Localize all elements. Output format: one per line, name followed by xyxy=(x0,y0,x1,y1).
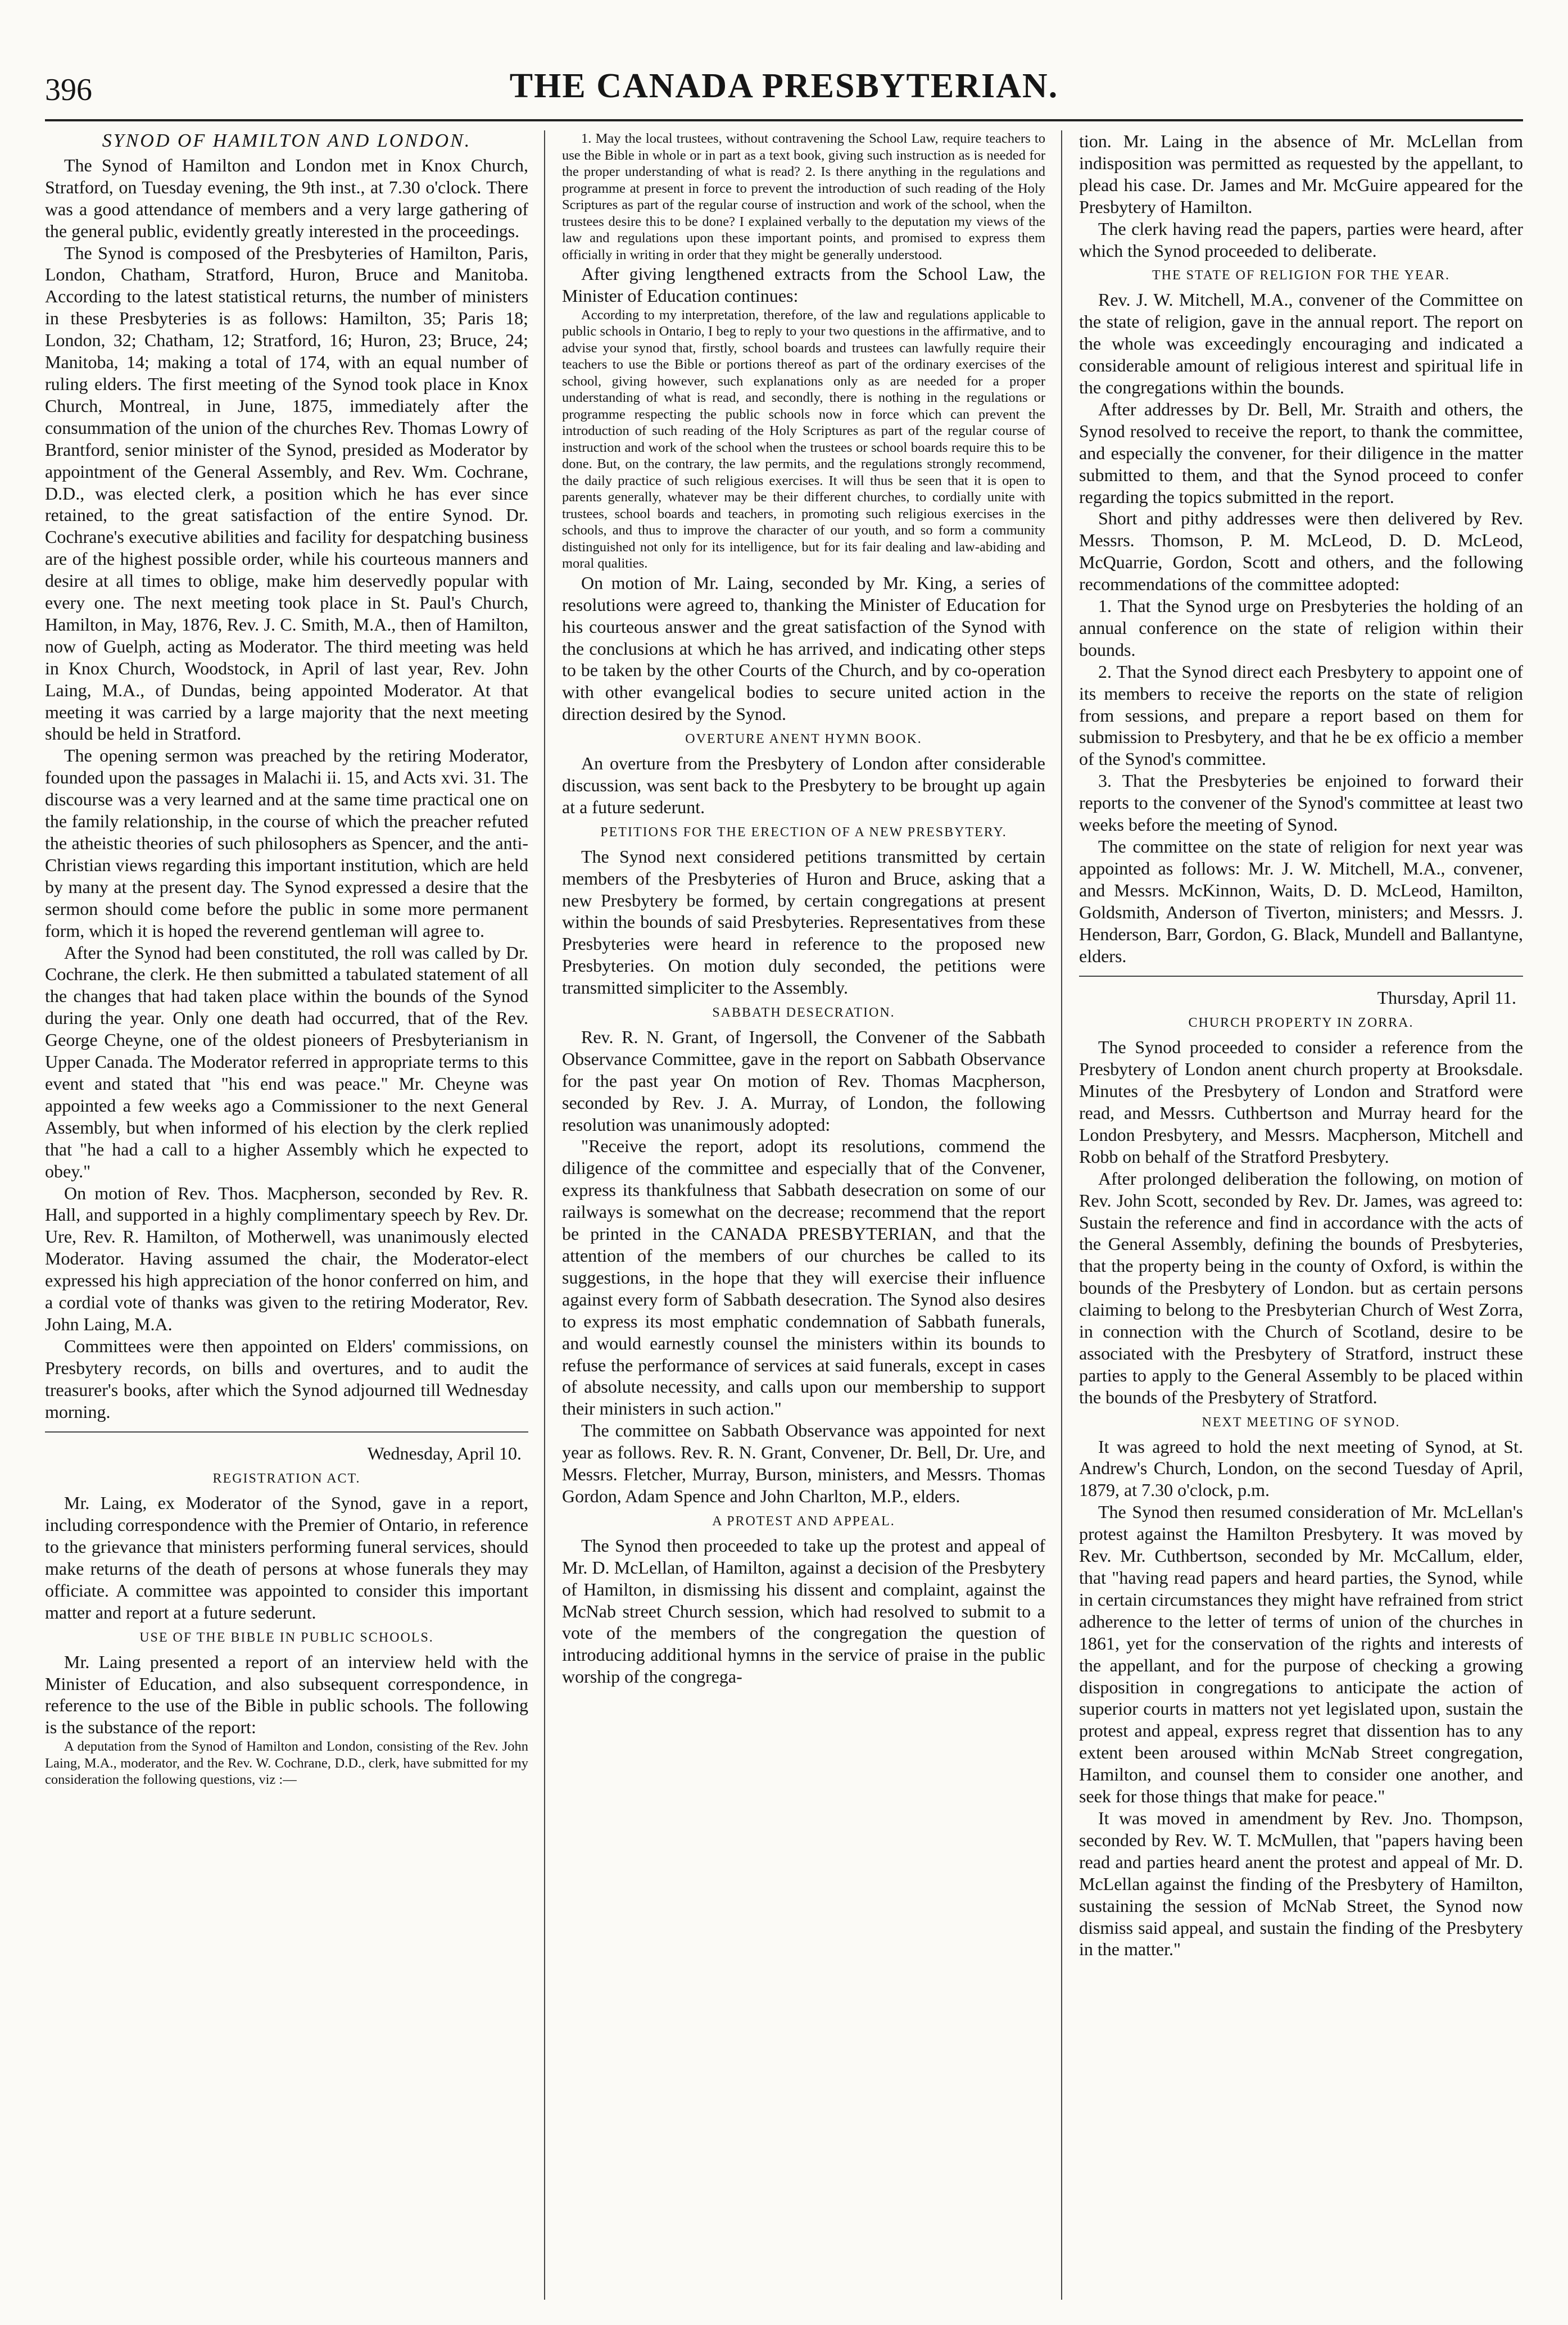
paragraph: Rev. J. W. Mitchell, M.A., convener of the Committee on the state of religion, gave in the annual report. The report on the whole was exceedingly encouraging and indicated a considerable amount of religious interest and spiritual life in the congregations within the bounds. xyxy=(1079,289,1523,397)
paragraph: After addresses by Dr. Bell, Mr. Straith and others, the Synod resolved to receive the report, to thank the committee, and especially the convener, for their diligence in the matter submitted to them, and that the Synod proceed to confer regarding the topics submitted in the report. xyxy=(1079,398,1523,507)
section-title: SYNOD OF HAMILTON AND LONDON. xyxy=(102,130,472,151)
column-2 xyxy=(562,130,1045,2300)
paragraph: tion. Mr. Laing in the absence of Mr. McLellan from indisposition was permitted as requested by the appellant, to plead his case. Dr. James and Mr. McGuire appeared for the Presbytery of Hamilton. xyxy=(1079,131,1523,217)
paragraph: The Synod then proceeded to take up the protest and appeal of Mr. D. McLellan, of Hamilton, against a decision of the Presbytery of Hamilton, in dismissing his dissent and complaint, against the McNab street Church session, which had resolved to submit to a vote of the members of the congregation the question of introducing additional hymns in the service of praise in the public worship of the congrega- xyxy=(562,1535,1045,1687)
page-header xyxy=(45,66,1523,117)
paragraph: It was agreed to hold the next meeting of Synod, at St. Andrew's Church, London, on the second Tuesday of April, 1879, at 7.30 o'clock, p.m. xyxy=(1079,1436,1523,1501)
quoted-paragraph: 1. May the local trustees, without contravening the School Law, require teachers to use the Bible in whole or in part as a text book, giving such instruction as is needed for the proper understanding of what is read? 2. Is there anything in the regulations and programme at present in force to prevent the introduction of such reading of the Holy Scriptures as part of the regular course of instruction and work of the school, when the trustees desire this to be done? I explained verbally to the deputation my views of the law and regulations upon these important points, and promised to express them officially in writing in order that they might be generally understood. xyxy=(562,131,1045,262)
paragraph: The committee on Sabbath Observance was appointed for next year as follows. Rev. R. N. Grant, Convener, Dr. Bell, Dr. Ure, and Messrs. Fletcher, Murray, Burson, ministers, and Messrs. Thomas Gordon, Adam Spence and John Charlton, M.P., elders. xyxy=(562,1420,1045,1506)
paragraph: After prolonged deliberation the following, on motion of Rev. John Scott, seconded by Rev. Dr. James, was agreed to: Sustain the reference and find in accordance with the acts of the General Assembly, defining the bounds of Presbyteries, that the property being in the county of Oxford, is within the bounds of the Presbytery of London. but as certain persons claiming to belong to the Presbyterian Church of West Zorra, in connection with the Church of Scotland, desire to be associated with the Presbytery of Stratford, instruct these parties to apply to the General Assembly to be placed within the bounds of the Presbytery of Stratford. xyxy=(1079,1168,1523,1407)
paragraph: "Receive the report, adopt its resolutions, commend the diligence of the committee and especially that of the Convener, express its thankfulness that Sabbath desecration on some of our railways is somewhat on the decrease; recommend that the report be printed in the CANADA PRESBYTERIAN, and that the attention of the members of our churches be called to its suggestions, in the hope that they will exercise their influence against every form of Sabbath desecration. The Synod also desires to express its most emphatic condemnation of Sabbath funerals, and would earnestly counsel the ministers within its bounds to refuse the performance of services at said funerals, except in cases of absolute necessity, and calls upon our membership to support their ministers in such action." xyxy=(562,1136,1045,1419)
column-3 xyxy=(1079,130,1523,2300)
paragraph: The clerk having read the papers, parties were heard, after which the Synod proceeded to deliberate. xyxy=(1079,218,1523,261)
subheading: SABBATH DESECRATION. xyxy=(712,1005,895,1021)
subheading: PETITIONS FOR THE ERECTION OF A NEW PRESBYTERY. xyxy=(600,824,1007,840)
paragraph: It was moved in amendment by Rev. Jno. Thompson, seconded by Rev. W. T. McMullen, that "papers having been read and parties heard anent the protest and appeal of Mr. D. McLellan against the finding of the Presbytery of Hamilton, sustaining the session of McNab Street, the Synod now dismiss said appeal, and sustain the finding of the Presbytery in the matter." xyxy=(1079,1807,1523,1960)
paragraph: Rev. R. N. Grant, of Ingersoll, the Convener of the Sabbath Observance Committee, gave in the report on Sabbath Observance for the past year On motion of Rev. Thomas Macpherson, seconded by Rev. J. A. Murray, of London, the following resolution was unanimously adopted: xyxy=(562,1026,1045,1135)
paragraph: After giving lengthened extracts from the School Law, the Minister of Education continues: xyxy=(562,264,1045,306)
subheading: OVERTURE ANENT HYMN BOOK. xyxy=(685,732,922,747)
paragraph: Committees were then appointed on Elders' commissions, on Presbytery records, on bills and overtures, and to audit the treasurer's books, after which the Synod adjourned till Wednesday morning. xyxy=(45,1335,528,1422)
dateline: Thursday, April 11. xyxy=(1377,987,1516,1008)
paragraph: The opening sermon was preached by the retiring Moderator, founded upon the passages in Malachi ii. 15, and Acts xvi. 31. The discourse was a very learned and at the same time practical one on the family relationship, in the course of which the preacher refuted the atheistic theories of such philosophers as Spencer, and the anti-Christian views regarding this important institution, which are held by many at the present day. The Synod expressed a desire that the sermon should come before the public in some more permanent form, which it is hoped the reverend gentleman will agree to. xyxy=(45,745,528,941)
section-separator xyxy=(45,1431,528,1433)
paragraph: The Synod proceeded to consider a reference from the Presbytery of London anent church property at Brooksdale. Minutes of the Presbytery of London and Stratford were read, and Messrs. Cuthbertson and Murray heard for the London Presbytery, and Messrs. Macpherson, Mitchell and Robb on behalf of the Stratford Presbytery. xyxy=(1079,1037,1523,1167)
paragraph: Mr. Laing, ex Moderator of the Synod, gave in a report, including correspondence with the Premier of Ontario, in reference to the grievance that ministers performing funeral services, should make returns of the death of persons at whose funerals they may officiate. A committee was appointed to consider this important matter and report at a future sederunt. xyxy=(45,1493,528,1622)
paragraph: Short and pithy addresses were then delivered by Rev. Messrs. Thomson, P. M. McLeod, D. D. McLeod, McQuarrie, Gordon, Scott and others, and the following recommendations of the committee adopted: xyxy=(1079,508,1523,595)
subheading: A PROTEST AND APPEAL. xyxy=(712,1513,895,1529)
header-rule xyxy=(45,119,1523,121)
column-1 xyxy=(45,130,528,2300)
paragraph: On motion of Mr. Laing, seconded by Mr. King, a series of resolutions were agreed to, thanking the Minister of Education for his courteous answer and the great satisfaction of the Synod with the conclusions at which he has arrived, and indicating other steps to be taken by the other Courts of the Church, and by co-operation with other evangelical bodies to secure united action in the direction desired by the Synod. xyxy=(562,572,1045,724)
subheading: REGISTRATION ACT. xyxy=(212,1471,361,1486)
paragraph: The Synod of Hamilton and London met in Knox Church, Stratford, on Tuesday evening, the 9th inst., at 7.30 o'clock. There was a good attendance of members and a very large gathering of the general public, evidently greatly interested in the proceedings. xyxy=(45,155,528,241)
paragraph: 2. That the Synod direct each Presbytery to appoint one of its members to receive the reports on the state of religion from sessions, and prepare a report based on them for submission to Presbytery, and that he be ex officio a member of the Synod's committee. xyxy=(1079,661,1523,769)
paragraph: The Synod is composed of the Presbyteries of Hamilton, Paris, London, Chatham, Stratford, Huron, Bruce and Manitoba. According to the latest statistical returns, the number of ministers in these Presbyteries is as follows: Hamilton, 35; Paris 18; London, 32; Chatham, 12; Stratford, 16; Huron, 23; Bruce, 24; Manitoba, 14; making a total of 174, with an equal number of ruling elders. The first meeting of the Synod took place in Knox Church, Montreal, in June, 1875, immediately after the consummation of the union of the churches Rev. Thomas Lowry of Brantford, senior minister of the Synod, presided as Moderator by appointment of the General Assembly, and Rev. Wm. Cochrane, D.D., was elected clerk, a position which he has ever since retained, to the great satisfaction of the entire Synod. Dr. Cochrane's executive abilities and facility for despatching business are of the highest possible order, while his courteous manners and desire at all times to oblige, make him deservedly popular with every one. The next meeting took place in St. Paul's Church, Hamilton, in May, 1876, Rev. J. C. Smith, M.A., then of Hamilton, now of Guelph, acting as Moderator. The third meeting was held in Knox Church, Woodstock, in April of last year, Rev. John Laing, M.A., of Dundas, being appointed Moderator. At that meeting it was carried by a large majority that the next meeting should be held in Stratford. xyxy=(45,242,528,744)
paragraph: An overture from the Presbytery of London after considerable discussion, was sent back to the Presbytery to be brought up again at a future sederunt. xyxy=(562,753,1045,817)
paragraph: Mr. Laing presented a report of an interview held with the Minister of Education, and also subsequent correspondence, in reference to the use of the Bible in public schools. The following is the substance of the report: xyxy=(45,1651,528,1738)
paragraph: 1. That the Synod urge on Presbyteries the holding of an annual conference on the state of religion within their bounds. xyxy=(1079,596,1523,660)
quoted-paragraph: A deputation from the Synod of Hamilton and London, consisting of the Rev. John Laing, M.A., moderator, and the Rev. W. Cochrane, D.D., clerk, have submitted for my consideration the following questions, viz :— xyxy=(45,1739,528,1788)
subheading: CHURCH PROPERTY IN ZORRA. xyxy=(1188,1016,1414,1031)
column-divider-1 xyxy=(544,130,545,2300)
paragraph: On motion of Rev. Thos. Macpherson, seconded by Rev. R. Hall, and supported in a highly complimentary speech by Rev. Dr. Ure, Rev. R. Hamilton, of Motherwell, was unanimously elected Moderator. Having assumed the chair, the Moderator-elect expressed his high appreciation of the honor conferred on him, and a cordial vote of thanks was given to the retiring Moderator, Rev. John Laing, M.A. xyxy=(45,1182,528,1334)
subheading: NEXT MEETING OF SYNOD. xyxy=(1202,1415,1401,1430)
paragraph: The Synod next considered petitions transmitted by certain members of the Presbyteries of Huron and Bruce, asking that a new Presbytery be formed, by certain congregations at present within the bounds of said Presbyteries. Representatives from these Presbyteries were heard in reference to the proposed new Presbyteries. On motion duly seconded, the petitions were transmitted simpliciter to the Assembly. xyxy=(562,846,1045,998)
paragraph: After the Synod had been constituted, the roll was called by Dr. Cochrane, the clerk. He then submitted a tabulated statement of all the changes that had taken place within the bounds of the Synod during the year. Only one death had occurred, that of the Rev. George Cheyne, one of the oldest pioneers of Presbyterianism in Upper Canada. The Moderator referred in appropriate terms to this event and stated that "his end was peace." Mr. Cheyne was appointed a few weeks ago a Commissioner to the next General Assembly, but when informed of his election by the clerk replied that "he had a call to a higher Assembly which he expected to obey." xyxy=(45,942,528,1181)
paragraph: The committee on the state of religion for next year was appointed as follows: Mr. J. W. Mitchell, M.A., convener, and Messrs. McKinnon, Waits, D. D. McLeod, Hamilton, Goldsmith, Anderson of Tiverton, ministers; and Messrs. J. Henderson, Barr, Gordon, G. Black, Mundell and Ballantyne, elders. xyxy=(1079,836,1523,966)
paragraph: 3. That the Presbyteries be enjoined to forward their reports to the convener of the Synod's committee at least two weeks before the meeting of Synod. xyxy=(1079,771,1523,835)
column-divider-2 xyxy=(1061,130,1062,2300)
journal-title: THE CANADA PRESBYTERIAN. xyxy=(509,67,1059,105)
quoted-paragraph: According to my interpretation, therefore, of the law and regulations applicable to public schools in Ontario, I beg to reply to your two questions in the affirmative, and to advise your synod that, firstly, school boards and trustees can lawfully require their teachers to use the Bible or portions thereof as part of the ordinary exercises of the school, giving however, such explanations only as are needed for a proper understanding of what is read, and secondly, there is nothing in the regulations or programme respecting the public schools now in force which can prevent the introduction of such reading of the Holy Scriptures as part of the regular course of instruction and work of the school when the trustees or school boards require this to be done. But, on the contrary, the law permits, and the regulations strongly recommend, the daily practice of such religious exercises. It will thus be seen that it is open to parents generally, whatever may be their different churches, to cordially unite with trustees, school boards and teachers, in promoting such religious exercises in the schools, and thus to improve the character of our youth, and so form a community distinguished not only for its intelligence, but for its fair dealing and law-abiding and moral qualities. xyxy=(562,307,1045,572)
subheading: THE STATE OF RELIGION FOR THE YEAR. xyxy=(1152,268,1451,283)
section-separator xyxy=(1079,976,1523,977)
dateline: Wednesday, April 10. xyxy=(367,1443,522,1464)
page-number: 396 xyxy=(45,72,92,107)
paragraph: The Synod then resumed consideration of Mr. McLellan's protest against the Hamilton Presbytery. It was moved by Rev. Mr. Cuthbertson, seconded by Mr. McCallum, elder, that "having read papers and heard parties, the Synod, while in certain circumstances they might have refrained from strict adherence to the letter of terms of union of the churches in 1861, yet for the conservation of the rights and interests of the appellant, and for the purpose of checking a growing disposition in congregations to anticipate the action of superior courts in matters not yet legislated upon, sustain the protest and appeal, express regret that dissention has to any extent been aroused within McNab Street congregation, Hamilton, and counsel them to consider one another, and seek for those things that make for peace." xyxy=(1079,1502,1523,1807)
subheading: USE OF THE BIBLE IN PUBLIC SCHOOLS. xyxy=(139,1630,434,1645)
